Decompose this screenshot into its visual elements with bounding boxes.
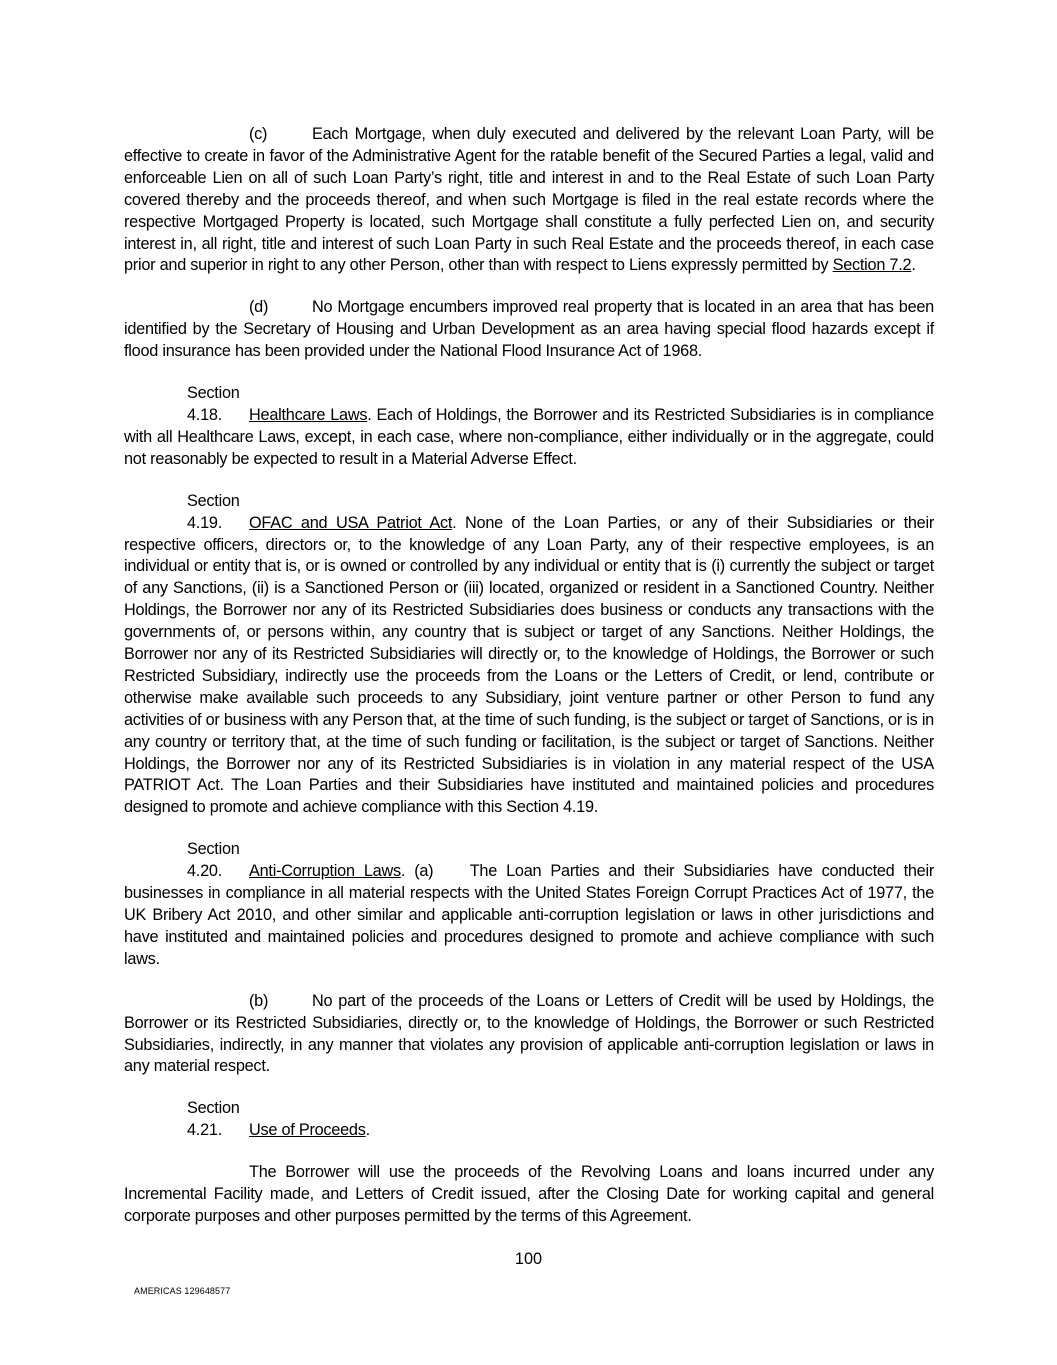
section-4-19-number: Section 4.19. <box>187 491 240 532</box>
paragraph-use-of-proceeds <box>124 1162 934 1228</box>
document-id: AMERICAS 129648577 <box>134 1286 231 1296</box>
section-4-20-number: Section 4.20. <box>187 840 240 881</box>
section-4-20-text: The Loan Parties and their Subsidiaries have conducted their businesses in compliance in all material respects with the United States Foreign Corrupt Practices Act of 1977, the UK Bribery Act 2010, and other similar and applicable anti-corruption legislation or laws in other jurisdictions and have instituted and maintained policies and procedures designed to promote and achieve compliance with such laws. <box>124 862 934 968</box>
section-4-18-title: Healthcare Laws <box>249 405 368 424</box>
paragraph-c-text: Each Mortgage, when duly executed and delivered by the relevant Loan Party, will be effective to create in favor of the Administrative Agent for the ratable benefit of the Secured Parties a legal, valid and enforceable Lien on all of such Loan Party’s right, title and interest in and to the Real Estate of such Loan Party covered thereby and the proceeds thereof, and when such Mortgage is filed in the real estate records where the respective Mortgaged Property is located, such Mortgage shall constitute a fully perfected Lien on, and security interest in, all right, title and interest of such Loan Party in such Real Estate and the proceeds thereof, in each case prior and superior in right to any other Person, other than with respect to Liens expressly permitted by <box>124 125 934 275</box>
section-4-18 <box>124 383 934 471</box>
paragraph-b <box>124 991 934 1079</box>
section-4-18-text: . Each of Holdings, the Borrower and its Restricted Subsidiaries is in compliance with all Healthcare Laws, except, in each case, where non-compliance, either individually or in the aggregate, could not reasonably be expected to result in a Material Adverse Effect. <box>124 405 934 468</box>
section-4-21-text: . <box>365 1121 370 1140</box>
page-number: 100 <box>514 1250 543 1268</box>
paragraph-d <box>124 297 934 363</box>
section-4-20-label: . (a) <box>400 862 434 881</box>
paragraph-d-text: No Mortgage encumbers improved real property that is located in an area that has been identified by the Secretary of Housing and Urban Development as an area having special flood hazards except if flood insurance has been provided under the National Flood Insurance Act of 1968. <box>124 298 934 361</box>
document-body <box>124 124 934 1228</box>
section-7-2-reference: Section 7.2 <box>832 256 912 275</box>
paragraph-c <box>124 124 934 277</box>
section-4-20 <box>124 839 934 970</box>
section-4-20-title: Anti-Corruption Laws <box>249 862 401 881</box>
use-of-proceeds-text: The Borrower will use the proceeds of the Revolving Loans and loans incurred under any Incremental Facility made, and Letters of Credit issued, after the Closing Date for working capital and general corporate purposes and other purposes permitted by the terms of this Agreement. <box>124 1163 934 1225</box>
paragraph-c-label: (c) <box>249 125 268 143</box>
paragraph-b-label: (b) <box>249 991 269 1010</box>
paragraph-b-text: No part of the proceeds of the Loans or Letters of Credit will be used by Holdings, the Borrower or its Restricted Subsidiaries, directly or, to the knowledge of Holdings, the Borrower or such Restricted Subsidiaries, indirectly, in any manner that violates any provision of applicable anti-corruption legislation or laws in any material respect. <box>124 991 934 1076</box>
section-4-21-number: Section 4.21. <box>187 1099 240 1140</box>
section-4-18-number: Section 4.18. <box>187 384 240 424</box>
section-4-21-title: Use of Proceeds <box>249 1121 366 1140</box>
section-4-21 <box>124 1098 934 1142</box>
section-4-19-title: OFAC and USA Patriot Act <box>249 513 453 532</box>
section-4-19-text: . None of the Loan Parties, or any of their Subsidiaries or their respective officers, directors or, to the knowledge of any Loan Party, any of their respective employees, is an individual or entity that is, or is owned or controlled by any individual or entity that is (i) currently the subject or target of any Sanctions, (ii) is a Sanctioned Person or (iii) located, organized or resident in a Sanctioned Country. Neither Holdings, the Borrower nor any of its Restricted Subsidiaries does business or conducts any transactions with the governments of, or persons within, any country that is subject or target of any Sanctions. Neither Holdings, the Borrower nor any of its Restricted Subsidiaries will directly or, to the knowledge of Holdings, the Borrower or such Restricted Subsidiary, indirectly use the proceeds from the Loans or the Letters of Credit, or lend, contribute or otherwise make available such proceeds to any Subsidiary, joint venture partner or other Person to fund any activities of or business with any Person that, at the time of such funding, is the subject or target of Sanctions, or is in any country or territory that, at the time of such funding or facilitation, is the subject or target of Sanctions. Neither Holdings, the Borrower nor any of its Restricted Subsidiaries is in violation in any material respect of the USA PATRIOT Act. The Loan Parties and their Subsidiaries have instituted and maintained policies and procedures designed to promote and achieve compliance with this Section 4.19. <box>124 513 934 817</box>
section-4-19 <box>124 491 934 820</box>
paragraph-c-end: . <box>911 256 916 275</box>
paragraph-d-label: (d) <box>249 298 269 317</box>
